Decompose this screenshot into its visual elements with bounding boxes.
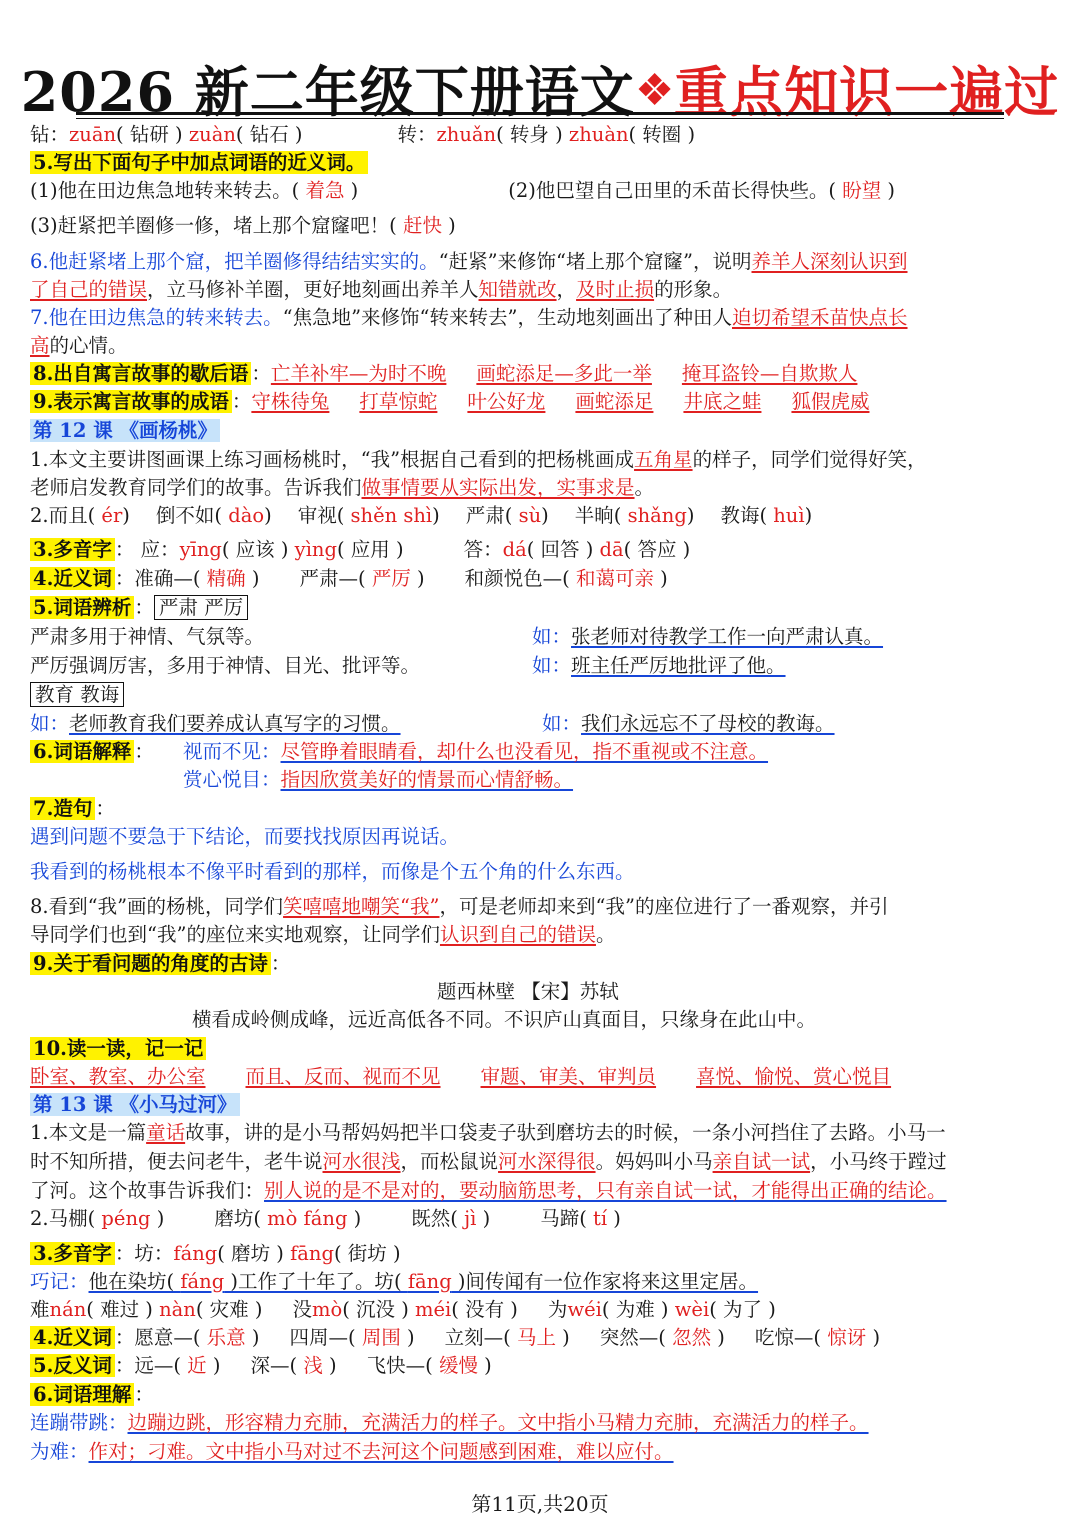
text-segment: 巧记： xyxy=(30,1270,89,1293)
text-segment: 精确 xyxy=(206,567,246,590)
line-xiehouyu xyxy=(30,360,857,387)
text-segment: 。妈妈叫小马 xyxy=(595,1150,713,1173)
line-analysis-7a xyxy=(30,304,908,331)
text-segment: ( 钻研 ) xyxy=(116,123,189,146)
text-segment: 乐意 xyxy=(206,1326,246,1349)
text-segment: ) xyxy=(432,504,440,527)
text-segment: 马上 xyxy=(516,1326,556,1349)
text-segment: 和颜悦色—( xyxy=(464,567,576,590)
text-segment: 和蔼可亲 xyxy=(575,567,654,590)
text-segment: ) xyxy=(555,1326,570,1349)
text-segment: 河水深得很 xyxy=(498,1150,596,1173)
text-segment: (3)赶紧把羊圈修一修，堵上那个窟窿吧！( xyxy=(30,214,403,237)
text-segment: 如： xyxy=(532,654,572,677)
text-segment: ) xyxy=(206,1354,221,1377)
text-segment: 马蹄( xyxy=(540,1207,593,1230)
text-segment: 了自己的错误 xyxy=(30,278,148,301)
title-highlight: 重点知识一遍过 xyxy=(674,60,1060,124)
text-segment: ( 没有 ) xyxy=(451,1298,518,1321)
text-segment: ) xyxy=(804,504,813,527)
text-segment: ： xyxy=(134,1383,154,1406)
text-segment: 周围 xyxy=(361,1326,401,1349)
text-segment: 。 xyxy=(595,923,616,946)
text-segment: 6.他赶紧堵上那个窟，把羊圈修得结结实实的。 xyxy=(30,250,439,273)
text-segment: 赶快 xyxy=(402,214,442,237)
line-l12-polyphone xyxy=(30,536,690,563)
text-segment: zuān xyxy=(69,123,117,146)
text-segment: 掩耳盗铃—自欺欺人 xyxy=(681,362,858,385)
text-segment: dā xyxy=(599,538,624,561)
line-yanli-example xyxy=(532,652,786,679)
text-segment: ( 灾难 ) xyxy=(195,1298,263,1321)
text-segment: 高 xyxy=(30,334,50,357)
text-segment: 3.多音字 xyxy=(30,538,115,561)
text-segment: ： xyxy=(134,596,154,619)
text-segment: ) xyxy=(477,1354,492,1377)
text-segment: 1.本文主要讲图画课上练习画杨桃时，“我”根据自己看到的把杨桃画成 xyxy=(30,448,635,471)
line-yansu-desc xyxy=(30,623,264,650)
text-segment: 严厉强调厉害，多用于神情、目光、批评等。 xyxy=(30,654,421,677)
line-analysis-6a xyxy=(30,248,908,275)
text-segment: ) xyxy=(711,1326,725,1349)
text-segment: ： xyxy=(95,797,115,820)
text-segment: 教育 教诲 xyxy=(30,682,124,707)
text-segment: ) xyxy=(476,1207,491,1230)
text-segment: 四周—( xyxy=(289,1326,362,1349)
text-segment: 教诲( xyxy=(720,504,774,527)
text-segment: ér xyxy=(101,504,123,527)
text-segment: 近 xyxy=(187,1354,207,1377)
text-segment: shěn shì xyxy=(350,504,433,527)
text-segment: 守株待兔 xyxy=(251,390,330,413)
text-segment: ) xyxy=(264,504,272,527)
text-segment: ( 难过 ) xyxy=(86,1298,160,1321)
text-segment: 半晌( xyxy=(574,504,628,527)
text-segment: 遇到问题不要急于下结论，而要找找原因再说话。 xyxy=(30,825,460,848)
text-segment: 我们永远忘不了母校的教诲。 xyxy=(581,712,835,735)
text-segment: ( 钻石 ) xyxy=(235,123,303,146)
text-segment: ( 转身 ) xyxy=(496,123,569,146)
text-segment: 横看成岭侧成峰，远近高低各不同。不识庐山真面目，只缘身在此山中。 xyxy=(192,1008,817,1031)
page-title xyxy=(0,50,1080,127)
text-segment: ) xyxy=(245,567,260,590)
diamond-icon: ❖ xyxy=(634,65,675,116)
line-analysis-6b xyxy=(30,276,732,303)
text-segment: ) xyxy=(541,504,549,527)
text-segment: 倒不如( xyxy=(155,504,229,527)
line-sentence-2 xyxy=(30,858,635,885)
text-segment: 迫切希望禾苗快点长 xyxy=(732,306,908,329)
text-segment: 8.出自寓言故事的歇后语 xyxy=(30,362,251,385)
text-segment: 故事，讲的是小马帮妈妈把半口袋麦子驮到磨坊去的时候，一条小河挡住了去路。小马一 xyxy=(185,1121,946,1144)
text-segment: ， xyxy=(556,278,577,301)
text-segment: ) xyxy=(686,504,695,527)
text-segment: 9.表示寓言故事的成语 xyxy=(30,390,232,413)
text-segment: ： 应： xyxy=(114,538,180,561)
text-segment: fāng xyxy=(290,1242,334,1265)
text-segment: ：远—( xyxy=(114,1354,188,1377)
text-segment: ) xyxy=(400,1326,415,1349)
text-segment: ) xyxy=(322,1354,337,1377)
text-segment: 答： xyxy=(463,538,503,561)
text-segment: shǎng xyxy=(627,504,687,527)
text-segment: huì xyxy=(773,504,805,527)
text-segment: 严肃( xyxy=(465,504,519,527)
text-segment: yīng xyxy=(179,538,222,561)
text-segment: 立刻—( xyxy=(444,1326,517,1349)
text-segment: 难 xyxy=(30,1298,50,1321)
text-segment: 叶公好龙 xyxy=(467,390,546,413)
text-segment: 题西林壁 【宋】苏轼 xyxy=(437,980,619,1003)
poem-title xyxy=(437,978,619,1005)
text-segment: 了河。这个故事告诉我们： xyxy=(30,1179,265,1202)
text-segment: 画蛇添足 xyxy=(575,390,654,413)
line-read-remember-heading xyxy=(30,1035,206,1062)
text-segment: ： xyxy=(231,390,252,413)
text-segment: 深—( xyxy=(250,1354,304,1377)
text-segment: 为 xyxy=(547,1298,568,1321)
text-segment: 井底之蛙 xyxy=(683,390,762,413)
text-segment: ) xyxy=(347,1207,362,1230)
text-segment: 养羊人深刻认识到 xyxy=(751,250,908,273)
text-segment: 连蹦带跳： xyxy=(30,1411,128,1434)
line-synonym-3 xyxy=(30,212,456,239)
line-l13-understand-heading xyxy=(30,1381,154,1408)
text-segment: 突然—( xyxy=(599,1326,673,1349)
text-segment: 7.造句 xyxy=(30,797,95,820)
text-segment: 的形象。 xyxy=(654,278,733,301)
text-segment: ： xyxy=(270,952,291,975)
text-segment: ，小马终于蹚过 xyxy=(810,1150,947,1173)
text-segment: 视而不见： xyxy=(183,740,281,763)
line-synonym-1-2 xyxy=(30,177,895,204)
text-segment: ) xyxy=(607,1207,621,1230)
line-sentence-heading xyxy=(30,795,115,822)
text-segment: ：愿意—( xyxy=(114,1326,207,1349)
title-underline-thick xyxy=(76,112,1004,115)
text-segment: ( 磨坊 ) xyxy=(217,1242,291,1265)
text-segment: ：准确—( xyxy=(114,567,207,590)
text-segment: tí xyxy=(593,1207,608,1230)
text-segment: fáng xyxy=(180,1270,225,1293)
text-segment: 严肃 严厉 xyxy=(154,595,248,620)
text-segment: yìng xyxy=(294,538,337,561)
line-jiaoyu-example xyxy=(30,710,401,737)
text-segment: 班主任严厉地批评了他。 xyxy=(571,654,786,677)
line-yanli-desc xyxy=(30,652,420,679)
text-segment: ( 答应 ) xyxy=(623,538,691,561)
text-segment: 8.看到“我”画的杨桃，同学们 xyxy=(30,895,284,918)
text-segment: 6.词语理解 xyxy=(30,1383,134,1406)
text-segment: 没 xyxy=(292,1298,312,1321)
text-segment: 1.本文是一篇 xyxy=(30,1121,147,1144)
text-segment: 指因欣赏美好的情景而心情舒畅。 xyxy=(280,768,574,791)
text-segment: 7.他在田边焦急的转来转去。 xyxy=(30,306,283,329)
text-segment: 老师启发教育同学们的故事。告诉我们 xyxy=(30,476,362,499)
text-segment: ) xyxy=(881,179,896,202)
text-segment: ) xyxy=(653,567,668,590)
text-segment: jì xyxy=(464,1207,477,1230)
text-segment: 审视( xyxy=(297,504,351,527)
text-segment: 磨坊( xyxy=(214,1207,268,1230)
text-segment: ) xyxy=(866,1326,881,1349)
text-segment: mò fáng xyxy=(267,1207,348,1230)
poem-body xyxy=(192,1006,816,1033)
text-segment: (2)他巴望自己田里的禾苗长得快些。( xyxy=(508,179,843,202)
text-segment: 转： xyxy=(397,123,437,146)
text-segment: 张老师对待教学工作一向严肃认真。 xyxy=(571,625,884,648)
text-segment: 浅 xyxy=(303,1354,323,1377)
text-segment: 既然( xyxy=(411,1207,465,1230)
line-l13-pinyin xyxy=(30,1205,621,1232)
page-number: 第11页,共20页 xyxy=(471,1492,609,1516)
line-l12-synonyms xyxy=(30,565,668,592)
text-segment: 9.关于看问题的角度的古诗 xyxy=(30,952,271,975)
text-segment: ) xyxy=(245,1326,260,1349)
line-word-explain-2 xyxy=(183,766,573,793)
text-segment: “焦急地”来修饰“转来转去”，生动地刻画出了种田人 xyxy=(282,306,732,329)
text-segment: 严肃—( xyxy=(299,567,372,590)
line-l13-polyphone-2 xyxy=(30,1296,776,1323)
text-segment: 童话 xyxy=(146,1121,186,1144)
line-jiaoyu-box xyxy=(30,681,124,708)
line-word-explain-heading xyxy=(30,738,154,765)
text-segment: 盼望 xyxy=(842,179,882,202)
text-segment: ) xyxy=(122,504,130,527)
text-segment: )工作了十年了。坊( xyxy=(224,1270,408,1293)
text-segment: ：坊： xyxy=(114,1242,174,1265)
line-l13-summary-c xyxy=(30,1177,947,1204)
text-segment: ： xyxy=(134,740,154,763)
text-segment: 卧室、教室、办公室 xyxy=(30,1065,206,1088)
line-yansu-example xyxy=(532,623,883,650)
text-segment: zhuàn xyxy=(568,123,629,146)
text-segment: ，立马修补羊圈，更好地刻画出养羊人 xyxy=(147,278,479,301)
line-l13-synonyms xyxy=(30,1324,880,1351)
text-segment: zuàn xyxy=(188,123,236,146)
line-l12-word-analysis xyxy=(30,594,248,621)
text-segment: ( 沉没 ) xyxy=(342,1298,416,1321)
text-segment: 导同学们也到“我”的座位来实地观察，让同学们 xyxy=(30,923,440,946)
text-segment: zhuǎn xyxy=(436,123,497,146)
text-segment: 别人说的是不是对的，要动脑筋思考，只有亲自试一试，才能得出正确的结论。 xyxy=(264,1179,947,1202)
text-segment: )间传闻有一位作家将来这里定居。 xyxy=(451,1270,759,1293)
text-segment: 时不知所措，便去问老牛，老牛说 xyxy=(30,1150,323,1173)
text-segment: 10.读一读，记一记 xyxy=(30,1037,206,1060)
line-read-remember-words xyxy=(30,1063,891,1090)
line-l13-summary-b xyxy=(30,1148,947,1175)
line-analysis-7b xyxy=(30,332,128,359)
text-segment: 认识到自己的错误 xyxy=(439,923,596,946)
text-segment: fāng xyxy=(407,1270,452,1293)
text-segment: 严肃多用于神情、气氛等。 xyxy=(30,625,265,648)
text-segment: ( 街坊 ) xyxy=(333,1242,401,1265)
line-word-explain-1 xyxy=(183,738,768,765)
text-segment: 吃惊—( xyxy=(754,1326,828,1349)
text-segment: 如： xyxy=(30,712,70,735)
line-l13-antonyms xyxy=(30,1352,492,1379)
text-segment: (1)他在田边焦急地转来转去。( xyxy=(30,179,306,202)
text-segment: 狐假虎威 xyxy=(791,390,870,413)
text-segment: ( 应该 ) xyxy=(221,538,295,561)
text-segment: nàn xyxy=(159,1298,196,1321)
text-segment: péng xyxy=(101,1207,151,1230)
text-segment: 6.词语解释 xyxy=(30,740,134,763)
text-segment: sù xyxy=(518,504,542,527)
lesson-12-heading xyxy=(30,417,220,444)
text-segment: 而且、反而、视而不见 xyxy=(245,1065,441,1088)
text-segment: 的心情。 xyxy=(49,334,128,357)
text-segment: 尽管睁着眼睛看，却什么也没看见，指不重视或不注意。 xyxy=(280,740,769,763)
text-segment: ) xyxy=(441,214,456,237)
text-segment: 知错就改 xyxy=(478,278,557,301)
text-segment: ) xyxy=(410,567,425,590)
text-segment: wèi xyxy=(674,1298,710,1321)
text-segment: 及时止损 xyxy=(576,278,655,301)
line-l13-understand-1 xyxy=(30,1409,869,1436)
line-jiaohui-example xyxy=(542,710,835,737)
text-segment: méi xyxy=(415,1298,452,1321)
text-segment: 4.近义词 xyxy=(30,567,115,590)
line-l12-summary-b xyxy=(30,474,654,501)
text-segment: ) xyxy=(344,179,359,202)
text-segment: 画蛇添足—多此一举 xyxy=(476,362,652,385)
text-segment: 作对；刁难。文中指小马对过不去河这个问题感到困难，难以应付。 xyxy=(88,1440,674,1463)
line-l12-point8-b xyxy=(30,921,615,948)
line-poem-heading xyxy=(30,950,290,977)
line-l12-summary-a xyxy=(30,446,927,473)
text-segment: ，而松鼠说 xyxy=(400,1150,499,1173)
line-l12-point8-a xyxy=(30,893,888,920)
line-sentence-1 xyxy=(30,823,459,850)
lesson-13-heading xyxy=(30,1091,240,1118)
text-segment: 5.反义词 xyxy=(30,1354,115,1377)
line-l12-pinyin xyxy=(30,502,812,529)
text-segment: 惊讶 xyxy=(827,1326,867,1349)
title-main: 2026 新二年级下册语文 xyxy=(20,60,635,124)
text-segment: 如： xyxy=(532,625,572,648)
text-segment: nán xyxy=(49,1298,87,1321)
text-segment: 5.写出下面句子中加点词语的近义词。 xyxy=(30,151,368,174)
text-segment: 河水很浅 xyxy=(322,1150,401,1173)
text-segment: 老师教育我们要养成认真写字的习惯。 xyxy=(69,712,401,735)
text-segment: 着急 xyxy=(305,179,345,202)
text-segment: 2.而且( xyxy=(30,504,102,527)
text-segment: ( 为了 ) xyxy=(709,1298,776,1321)
text-segment: 。 xyxy=(634,476,655,499)
text-segment: 3.多音字 xyxy=(30,1242,115,1265)
text-segment: “赶紧”来修饰“堵上那个窟窿”，说明 xyxy=(438,250,752,273)
text-segment: ( 为难 ) xyxy=(601,1298,675,1321)
text-segment: wéi xyxy=(567,1298,602,1321)
text-segment: fáng xyxy=(173,1242,218,1265)
title-underline-thin xyxy=(76,118,1004,119)
line-polyphone-zuan xyxy=(30,121,695,148)
text-segment: 严厉 xyxy=(371,567,411,590)
text-segment: 钻： xyxy=(30,123,70,146)
text-segment: 打草惊蛇 xyxy=(359,390,438,413)
text-segment: ( 转圈 ) xyxy=(628,123,696,146)
text-segment: 笑嘻嘻地嘲笑“我” xyxy=(283,895,440,918)
text-segment: 第 12 课 《画杨桃》 xyxy=(30,419,220,442)
line-l13-polyphone xyxy=(30,1240,401,1267)
text-segment: 五角星 xyxy=(634,448,693,471)
text-segment: 第 13 课 《小马过河》 xyxy=(30,1093,240,1116)
text-segment: 边蹦边跳，形容精力充肺，充满活力的样子。文中指小马精力充肺，充满活力的样子。 xyxy=(127,1411,869,1434)
text-segment: 他在染坊( xyxy=(88,1270,181,1293)
text-segment: 做事情要从实际出发，实事求是 xyxy=(361,476,635,499)
line-l13-mnemonic xyxy=(30,1268,758,1295)
text-segment: 喜悦、愉悦、赏心悦目 xyxy=(696,1065,892,1088)
text-segment: ，可是老师却来到“我”的座位进行了一番观察，并引 xyxy=(439,895,889,918)
text-segment: 5.词语辨析 xyxy=(30,596,134,619)
text-segment: ) xyxy=(150,1207,165,1230)
text-segment: 审题、审美、审判员 xyxy=(480,1065,657,1088)
line-l13-understand-2 xyxy=(30,1438,674,1465)
text-segment: 飞快—( xyxy=(366,1354,439,1377)
text-segment: 亲自试一试 xyxy=(712,1150,811,1173)
text-segment: 缓慢 xyxy=(438,1354,478,1377)
text-segment: ： xyxy=(251,362,271,385)
text-segment: 2.马棚( xyxy=(30,1207,102,1230)
text-segment: 的样子，同学们觉得好笑， xyxy=(692,448,927,471)
text-segment: 4.近义词 xyxy=(30,1326,115,1349)
text-segment: mò xyxy=(311,1298,343,1321)
text-segment: 如： xyxy=(542,712,582,735)
text-segment: 赏心悦目： xyxy=(183,768,281,791)
text-segment: dào xyxy=(228,504,265,527)
text-segment: ( 回答 ) xyxy=(526,538,600,561)
line-idioms xyxy=(30,388,869,415)
text-segment: 亡羊补牢—为时不晚 xyxy=(270,362,447,385)
text-segment: 我看到的杨桃根本不像平时看到的那样，而像是个五个角的什么东西。 xyxy=(30,860,635,883)
text-segment: 忽然 xyxy=(672,1326,712,1349)
text-segment: ( 应用 ) xyxy=(336,538,404,561)
text-segment: 为难： xyxy=(30,1440,89,1463)
text-segment: dá xyxy=(502,538,527,561)
line-synonym-heading xyxy=(30,149,368,176)
line-l13-summary-a xyxy=(30,1119,946,1146)
